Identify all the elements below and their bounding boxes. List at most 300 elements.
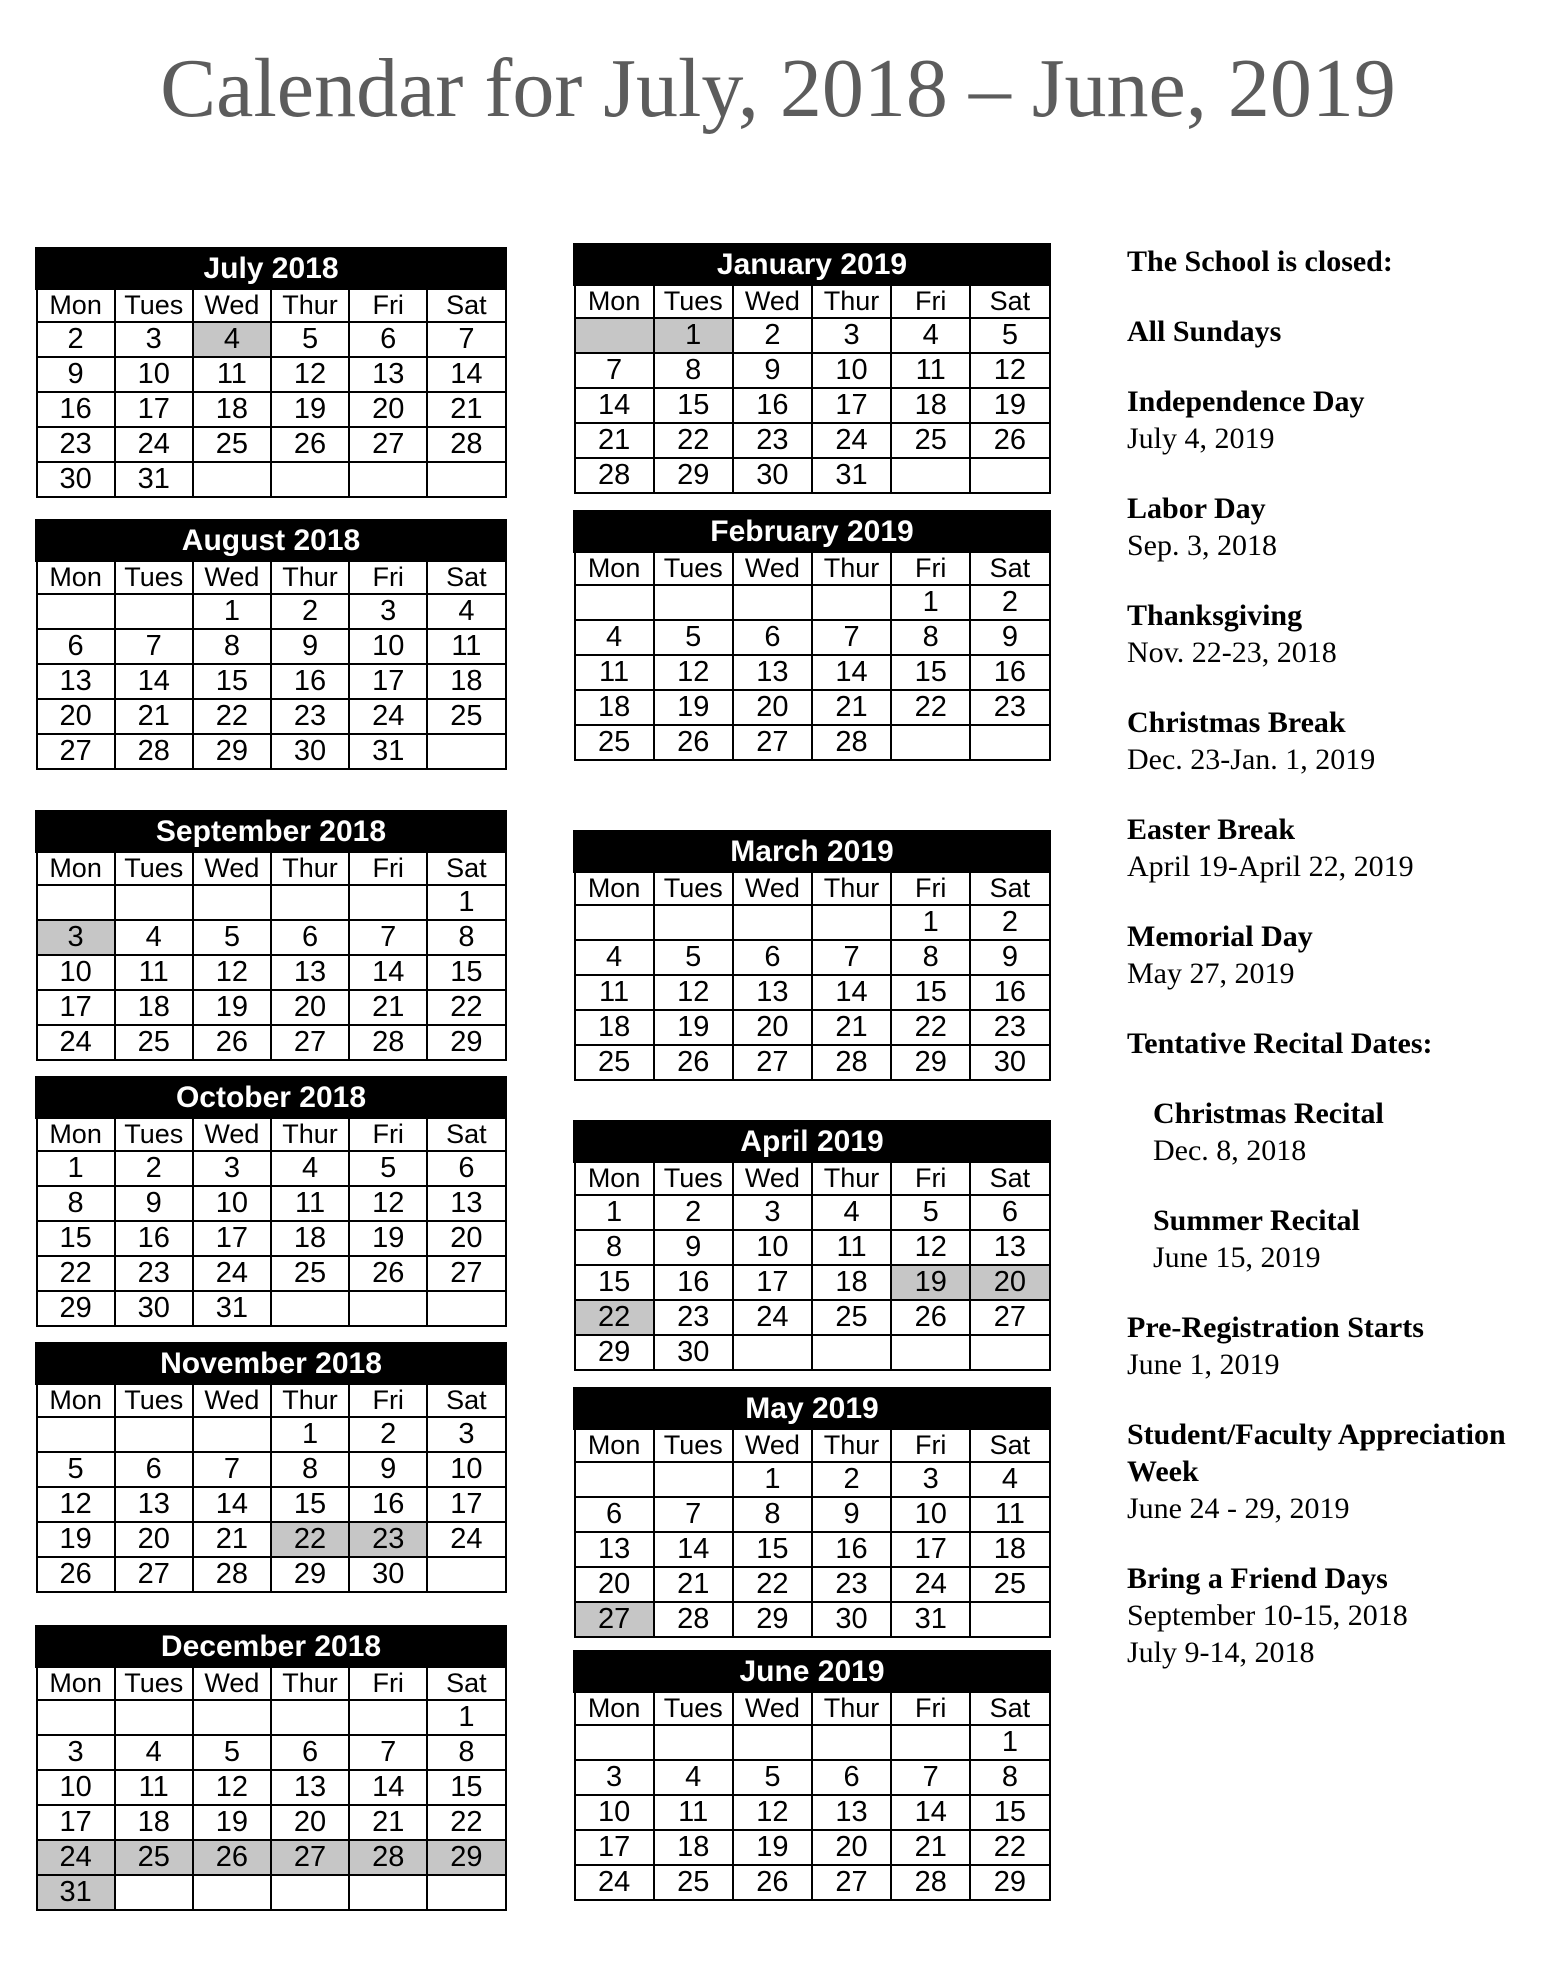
- date-cell-25: 25: [271, 1256, 349, 1291]
- date-cell-8: 8: [891, 620, 970, 655]
- date-cell-empty: [575, 905, 654, 940]
- date-cell-5: 5: [970, 318, 1049, 353]
- day-header-thur: Thur: [812, 1692, 891, 1726]
- day-header-thur: Thur: [812, 872, 891, 906]
- date-cell-15: 15: [427, 955, 505, 990]
- date-cell-11: 11: [115, 1770, 193, 1805]
- date-cell-3: 3: [349, 594, 427, 629]
- date-cell-18: 18: [427, 664, 505, 699]
- date-cell-1: 1: [193, 594, 271, 629]
- week-row: [37, 629, 506, 664]
- day-header-wed: Wed: [733, 285, 812, 319]
- day-header-sat: Sat: [427, 1667, 505, 1701]
- date-cell-empty: [427, 462, 505, 497]
- date-cell-20: 20: [970, 1265, 1049, 1300]
- week-row: [37, 990, 506, 1025]
- date-cell-empty: [654, 1462, 733, 1497]
- note-heading: Christmas Recital: [1153, 1097, 1384, 1130]
- date-cell-28: 28: [115, 734, 193, 769]
- day-header-wed: Wed: [193, 1384, 271, 1418]
- week-row: [37, 322, 506, 357]
- day-header-sat: Sat: [970, 1692, 1049, 1726]
- date-cell-22: 22: [970, 1830, 1049, 1865]
- date-cell-25: 25: [115, 1840, 193, 1875]
- date-cell-14: 14: [575, 388, 654, 423]
- date-cell-29: 29: [427, 1840, 505, 1875]
- week-row: [575, 1532, 1050, 1567]
- week-row: [37, 1557, 506, 1592]
- date-cell-15: 15: [575, 1265, 654, 1300]
- date-cell-27: 27: [427, 1256, 505, 1291]
- day-header-mon: Mon: [575, 1429, 654, 1463]
- note-date: April 19-April 22, 2019: [1127, 850, 1414, 883]
- date-cell-empty: [970, 1602, 1049, 1637]
- date-cell-12: 12: [654, 975, 733, 1010]
- date-cell-empty: [654, 1725, 733, 1760]
- date-cell-12: 12: [970, 353, 1049, 388]
- date-cell-4: 4: [654, 1760, 733, 1795]
- date-cell-1: 1: [891, 905, 970, 940]
- date-cell-27: 27: [970, 1300, 1049, 1335]
- date-cell-3: 3: [575, 1760, 654, 1795]
- date-cell-empty: [115, 594, 193, 629]
- date-cell-26: 26: [37, 1557, 115, 1592]
- date-cell-2: 2: [115, 1151, 193, 1186]
- date-cell-15: 15: [37, 1221, 115, 1256]
- month-title-october-2018: October 2018: [37, 1078, 506, 1118]
- note-heading: Summer Recital: [1153, 1204, 1360, 1237]
- date-cell-17: 17: [37, 1805, 115, 1840]
- month-calendar-august-2018: [35, 519, 507, 770]
- date-cell-25: 25: [891, 423, 970, 458]
- date-cell-23: 23: [654, 1300, 733, 1335]
- month-calendar-october-2018: [35, 1076, 507, 1327]
- date-cell-26: 26: [891, 1300, 970, 1335]
- date-cell-3: 3: [37, 920, 115, 955]
- date-cell-15: 15: [654, 388, 733, 423]
- date-cell-29: 29: [733, 1602, 812, 1637]
- date-cell-17: 17: [193, 1221, 271, 1256]
- date-cell-18: 18: [115, 1805, 193, 1840]
- date-cell-31: 31: [812, 458, 891, 493]
- week-row: [575, 1335, 1050, 1370]
- date-cell-10: 10: [349, 629, 427, 664]
- day-header-mon: Mon: [575, 285, 654, 319]
- date-cell-11: 11: [575, 975, 654, 1010]
- day-header-wed: Wed: [733, 1429, 812, 1463]
- month-title-january-2019: January 2019: [575, 245, 1050, 285]
- date-cell-2: 2: [37, 322, 115, 357]
- date-cell-14: 14: [193, 1487, 271, 1522]
- date-cell-5: 5: [193, 1735, 271, 1770]
- date-cell-empty: [271, 1700, 349, 1735]
- day-header-thur: Thur: [812, 285, 891, 319]
- date-cell-6: 6: [812, 1760, 891, 1795]
- date-cell-13: 13: [575, 1532, 654, 1567]
- week-row: [575, 388, 1050, 423]
- week-row: [37, 1417, 506, 1452]
- date-cell-10: 10: [37, 1770, 115, 1805]
- week-row: [575, 318, 1050, 353]
- week-row: [37, 357, 506, 392]
- day-header-mon: Mon: [575, 872, 654, 906]
- week-row: [37, 1770, 506, 1805]
- date-cell-22: 22: [575, 1300, 654, 1335]
- date-cell-20: 20: [271, 990, 349, 1025]
- date-cell-28: 28: [349, 1840, 427, 1875]
- date-cell-empty: [349, 885, 427, 920]
- date-cell-27: 27: [271, 1840, 349, 1875]
- week-row: [37, 1291, 506, 1326]
- date-cell-31: 31: [349, 734, 427, 769]
- date-cell-2: 2: [733, 318, 812, 353]
- date-cell-29: 29: [575, 1335, 654, 1370]
- date-cell-4: 4: [427, 594, 505, 629]
- day-header-sat: Sat: [427, 1118, 505, 1152]
- week-row: [575, 423, 1050, 458]
- day-header-fri: Fri: [891, 872, 970, 906]
- date-cell-27: 27: [349, 427, 427, 462]
- day-header-sat: Sat: [970, 1162, 1049, 1196]
- date-cell-15: 15: [733, 1532, 812, 1567]
- week-row: [37, 734, 506, 769]
- date-cell-5: 5: [654, 620, 733, 655]
- week-row: [37, 664, 506, 699]
- week-row: [37, 1735, 506, 1770]
- date-cell-28: 28: [575, 458, 654, 493]
- date-cell-13: 13: [427, 1186, 505, 1221]
- date-cell-9: 9: [115, 1186, 193, 1221]
- date-cell-25: 25: [427, 699, 505, 734]
- date-cell-12: 12: [271, 357, 349, 392]
- date-cell-10: 10: [812, 353, 891, 388]
- date-cell-1: 1: [733, 1462, 812, 1497]
- date-cell-empty: [575, 585, 654, 620]
- date-cell-23: 23: [812, 1567, 891, 1602]
- date-cell-3: 3: [427, 1417, 505, 1452]
- date-cell-empty: [891, 725, 970, 760]
- date-cell-25: 25: [575, 1045, 654, 1080]
- date-cell-3: 3: [37, 1735, 115, 1770]
- note-heading: Tentative Recital Dates:: [1127, 1027, 1433, 1060]
- date-cell-12: 12: [37, 1487, 115, 1522]
- date-cell-empty: [654, 585, 733, 620]
- date-cell-empty: [37, 594, 115, 629]
- date-cell-30: 30: [37, 462, 115, 497]
- date-cell-11: 11: [575, 655, 654, 690]
- date-cell-11: 11: [891, 353, 970, 388]
- date-cell-31: 31: [37, 1875, 115, 1910]
- week-row: [37, 885, 506, 920]
- date-cell-25: 25: [654, 1865, 733, 1900]
- week-row: [575, 1300, 1050, 1335]
- week-row: [575, 1265, 1050, 1300]
- week-row: [37, 427, 506, 462]
- month-calendar-july-2018: [35, 247, 507, 498]
- note-date: July 4, 2019: [1127, 422, 1275, 455]
- date-cell-empty: [37, 1417, 115, 1452]
- week-row: [575, 353, 1050, 388]
- date-cell-19: 19: [654, 1010, 733, 1045]
- note-heading: Thanksgiving: [1127, 599, 1303, 632]
- date-cell-empty: [733, 905, 812, 940]
- day-header-mon: Mon: [37, 561, 115, 595]
- date-cell-empty: [654, 905, 733, 940]
- month-calendar-may-2019: [573, 1387, 1051, 1638]
- note-date: July 9-14, 2018: [1127, 1636, 1315, 1669]
- date-cell-6: 6: [115, 1452, 193, 1487]
- date-cell-5: 5: [37, 1452, 115, 1487]
- date-cell-empty: [37, 1700, 115, 1735]
- date-cell-28: 28: [812, 1045, 891, 1080]
- month-title-september-2018: September 2018: [37, 812, 506, 852]
- date-cell-empty: [193, 1417, 271, 1452]
- date-cell-empty: [812, 585, 891, 620]
- date-cell-18: 18: [575, 1010, 654, 1045]
- month-title-june-2019: June 2019: [575, 1652, 1050, 1692]
- date-cell-27: 27: [812, 1865, 891, 1900]
- day-header-tues: Tues: [115, 1667, 193, 1701]
- date-cell-21: 21: [654, 1567, 733, 1602]
- week-row: [575, 690, 1050, 725]
- day-header-wed: Wed: [193, 852, 271, 886]
- date-cell-25: 25: [115, 1025, 193, 1060]
- date-cell-26: 26: [193, 1840, 271, 1875]
- week-row: [575, 1230, 1050, 1265]
- date-cell-10: 10: [575, 1795, 654, 1830]
- day-header-thur: Thur: [271, 1384, 349, 1418]
- date-cell-6: 6: [733, 620, 812, 655]
- note-section: [1127, 1560, 1556, 1671]
- date-cell-8: 8: [575, 1230, 654, 1265]
- date-cell-23: 23: [349, 1522, 427, 1557]
- date-cell-15: 15: [891, 975, 970, 1010]
- date-cell-20: 20: [271, 1805, 349, 1840]
- date-cell-5: 5: [733, 1760, 812, 1795]
- date-cell-empty: [115, 885, 193, 920]
- note-section: [1127, 383, 1556, 457]
- week-row: [575, 940, 1050, 975]
- date-cell-18: 18: [115, 990, 193, 1025]
- date-cell-8: 8: [427, 1735, 505, 1770]
- day-header-sat: Sat: [970, 552, 1049, 586]
- date-cell-8: 8: [427, 920, 505, 955]
- date-cell-4: 4: [271, 1151, 349, 1186]
- date-cell-9: 9: [812, 1497, 891, 1532]
- date-cell-2: 2: [349, 1417, 427, 1452]
- day-header-mon: Mon: [37, 1384, 115, 1418]
- week-row: [37, 920, 506, 955]
- date-cell-empty: [575, 1725, 654, 1760]
- date-cell-29: 29: [970, 1865, 1049, 1900]
- date-cell-19: 19: [349, 1221, 427, 1256]
- month-calendar-february-2019: [573, 510, 1051, 761]
- date-cell-22: 22: [733, 1567, 812, 1602]
- date-cell-24: 24: [37, 1840, 115, 1875]
- note-section: [1127, 243, 1556, 280]
- date-cell-20: 20: [427, 1221, 505, 1256]
- date-cell-empty: [733, 585, 812, 620]
- note-heading: Memorial Day: [1127, 920, 1313, 953]
- week-row: [575, 1602, 1050, 1637]
- day-header-mon: Mon: [575, 1162, 654, 1196]
- day-header-wed: Wed: [193, 1118, 271, 1152]
- note-section: [1127, 490, 1556, 564]
- date-cell-13: 13: [115, 1487, 193, 1522]
- date-cell-6: 6: [271, 1735, 349, 1770]
- week-row: [37, 594, 506, 629]
- date-cell-7: 7: [115, 629, 193, 664]
- date-cell-21: 21: [812, 690, 891, 725]
- date-cell-13: 13: [970, 1230, 1049, 1265]
- date-cell-8: 8: [271, 1452, 349, 1487]
- date-cell-19: 19: [733, 1830, 812, 1865]
- date-cell-empty: [115, 1417, 193, 1452]
- date-cell-8: 8: [970, 1760, 1049, 1795]
- date-cell-24: 24: [575, 1865, 654, 1900]
- day-header-tues: Tues: [115, 1118, 193, 1152]
- date-cell-24: 24: [115, 427, 193, 462]
- week-row: [575, 1865, 1050, 1900]
- date-cell-empty: [812, 905, 891, 940]
- date-cell-12: 12: [733, 1795, 812, 1830]
- date-cell-18: 18: [271, 1221, 349, 1256]
- date-cell-29: 29: [891, 1045, 970, 1080]
- note-heading: The School is closed:: [1127, 245, 1393, 278]
- date-cell-30: 30: [349, 1557, 427, 1592]
- date-cell-24: 24: [349, 699, 427, 734]
- date-cell-empty: [427, 1557, 505, 1592]
- date-cell-28: 28: [654, 1602, 733, 1637]
- date-cell-empty: [812, 1725, 891, 1760]
- day-header-wed: Wed: [193, 289, 271, 323]
- date-cell-19: 19: [970, 388, 1049, 423]
- date-cell-empty: [115, 1700, 193, 1735]
- day-header-tues: Tues: [654, 1429, 733, 1463]
- note-date: June 15, 2019: [1153, 1241, 1321, 1274]
- date-cell-20: 20: [115, 1522, 193, 1557]
- date-cell-13: 13: [271, 1770, 349, 1805]
- date-cell-empty: [733, 1335, 812, 1370]
- day-header-sat: Sat: [427, 561, 505, 595]
- date-cell-24: 24: [193, 1256, 271, 1291]
- date-cell-5: 5: [654, 940, 733, 975]
- date-cell-9: 9: [970, 620, 1049, 655]
- day-header-mon: Mon: [575, 1692, 654, 1726]
- date-cell-10: 10: [733, 1230, 812, 1265]
- date-cell-26: 26: [654, 1045, 733, 1080]
- week-row: [37, 1256, 506, 1291]
- date-cell-2: 2: [970, 585, 1049, 620]
- month-title-may-2019: May 2019: [575, 1389, 1050, 1429]
- week-row: [37, 1186, 506, 1221]
- day-header-fri: Fri: [349, 1118, 427, 1152]
- month-calendar-april-2019: [573, 1120, 1051, 1371]
- date-cell-21: 21: [575, 423, 654, 458]
- date-cell-20: 20: [575, 1567, 654, 1602]
- day-header-sat: Sat: [970, 285, 1049, 319]
- date-cell-18: 18: [891, 388, 970, 423]
- date-cell-13: 13: [812, 1795, 891, 1830]
- date-cell-8: 8: [654, 353, 733, 388]
- note-date: June 24 - 29, 2019: [1127, 1492, 1350, 1525]
- date-cell-6: 6: [733, 940, 812, 975]
- week-row: [575, 1795, 1050, 1830]
- note-heading: All Sundays: [1127, 315, 1282, 348]
- date-cell-29: 29: [271, 1557, 349, 1592]
- date-cell-15: 15: [970, 1795, 1049, 1830]
- date-cell-9: 9: [654, 1230, 733, 1265]
- date-cell-12: 12: [891, 1230, 970, 1265]
- date-cell-8: 8: [37, 1186, 115, 1221]
- date-cell-empty: [193, 1700, 271, 1735]
- note-heading: Pre-Registration Starts: [1127, 1311, 1424, 1344]
- date-cell-16: 16: [271, 664, 349, 699]
- week-row: [37, 1805, 506, 1840]
- day-header-wed: Wed: [733, 1692, 812, 1726]
- day-header-thur: Thur: [271, 289, 349, 323]
- day-header-sat: Sat: [427, 1384, 505, 1418]
- date-cell-16: 16: [970, 655, 1049, 690]
- date-cell-29: 29: [37, 1291, 115, 1326]
- date-cell-21: 21: [427, 392, 505, 427]
- note-date: Dec. 23-Jan. 1, 2019: [1127, 743, 1376, 776]
- date-cell-11: 11: [970, 1497, 1049, 1532]
- date-cell-20: 20: [733, 1010, 812, 1045]
- date-cell-16: 16: [349, 1487, 427, 1522]
- day-header-wed: Wed: [193, 1667, 271, 1701]
- date-cell-9: 9: [37, 357, 115, 392]
- month-calendar-march-2019: [573, 830, 1051, 1081]
- date-cell-12: 12: [349, 1186, 427, 1221]
- date-cell-9: 9: [271, 629, 349, 664]
- date-cell-7: 7: [891, 1760, 970, 1795]
- date-cell-12: 12: [654, 655, 733, 690]
- date-cell-1: 1: [970, 1725, 1049, 1760]
- date-cell-8: 8: [733, 1497, 812, 1532]
- date-cell-26: 26: [349, 1256, 427, 1291]
- date-cell-8: 8: [891, 940, 970, 975]
- date-cell-20: 20: [812, 1830, 891, 1865]
- date-cell-1: 1: [427, 1700, 505, 1735]
- date-cell-1: 1: [37, 1151, 115, 1186]
- date-cell-empty: [271, 885, 349, 920]
- date-cell-2: 2: [654, 1195, 733, 1230]
- date-cell-28: 28: [812, 725, 891, 760]
- day-header-tues: Tues: [115, 852, 193, 886]
- date-cell-17: 17: [427, 1487, 505, 1522]
- date-cell-22: 22: [427, 1805, 505, 1840]
- date-cell-28: 28: [349, 1025, 427, 1060]
- date-cell-empty: [970, 1335, 1049, 1370]
- date-cell-16: 16: [733, 388, 812, 423]
- date-cell-11: 11: [427, 629, 505, 664]
- date-cell-17: 17: [733, 1265, 812, 1300]
- date-cell-28: 28: [891, 1865, 970, 1900]
- date-cell-10: 10: [427, 1452, 505, 1487]
- date-cell-4: 4: [812, 1195, 891, 1230]
- date-cell-1: 1: [427, 885, 505, 920]
- date-cell-23: 23: [37, 427, 115, 462]
- week-row: [37, 1025, 506, 1060]
- date-cell-22: 22: [891, 1010, 970, 1045]
- date-cell-11: 11: [812, 1230, 891, 1265]
- week-row: [575, 725, 1050, 760]
- day-header-wed: Wed: [193, 561, 271, 595]
- date-cell-24: 24: [891, 1567, 970, 1602]
- date-cell-27: 27: [733, 725, 812, 760]
- date-cell-17: 17: [891, 1532, 970, 1567]
